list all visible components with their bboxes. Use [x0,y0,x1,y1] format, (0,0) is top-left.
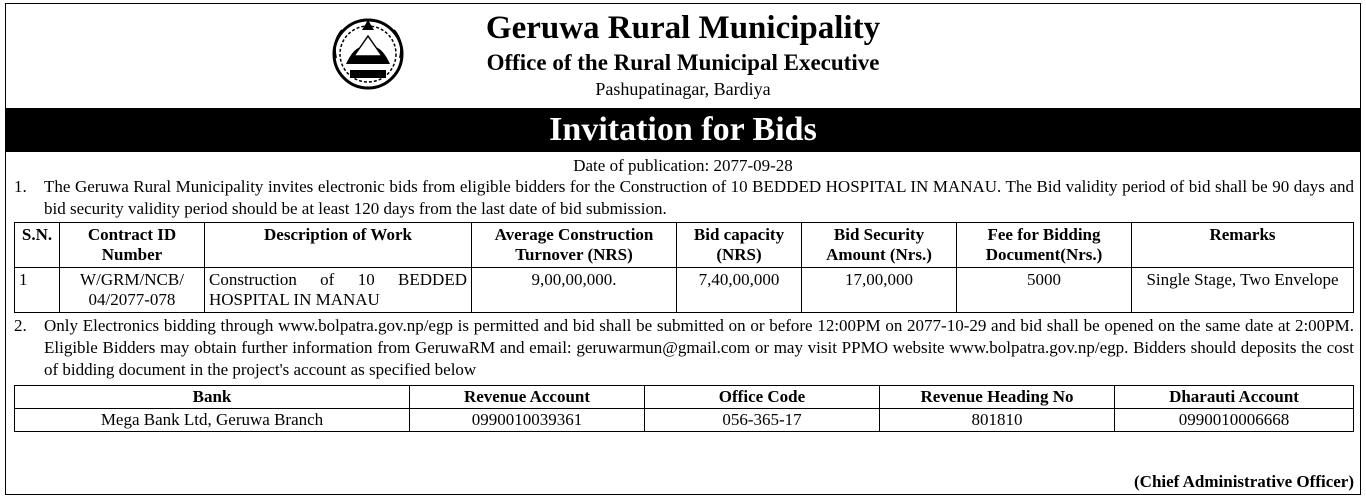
col-dharauti-account: Dharauti Account [1115,386,1354,409]
contract-table [14,222,1354,313]
bid-notice [5,3,1361,495]
table-row [15,268,1354,313]
col-bank: Bank [15,386,410,409]
publication-date: Date of publication: 2077-09-28 [573,156,793,175]
paragraph-2 [6,315,1360,381]
contract-table-header [15,223,1354,268]
paragraph-1-text: The Geruwa Rural Municipality invites electronic bids from eligible bidders for the Construction of 10 BEDDED HOSPITAL IN MANAU. The Bid validity period of bid shall be 90 days and bid security validity period should be at least 120 days from the last date of bid submission. [44,177,1354,218]
cell-remarks: Single Stage, Two Envelope [1132,268,1354,313]
col-contract-id: Contract ID Number [60,223,205,268]
cell-fee: 5000 [957,268,1132,313]
municipality-name: Geruwa Rural Municipality [485,10,881,46]
cell-contract-id: W/GRM/NCB/ 04/2077-078 [60,268,205,313]
cell-dharauti-account: 0990010006668 [1115,409,1354,432]
office-name: Office of the Rural Municipal Executive [486,50,880,75]
bank-table [14,385,1354,432]
col-fee: Fee for Bidding Document(Nrs.) [957,223,1132,268]
cell-sn: 1 [15,268,60,313]
cell-office-code: 056-365-17 [645,409,880,432]
paragraph-1 [6,176,1360,220]
col-bid-capacity: Bid capacity (NRS) [677,223,802,268]
col-revenue-heading: Revenue Heading No [880,386,1115,409]
bank-table-header [15,386,1354,409]
office-address: Pashupatinagar, Bardiya [595,79,771,99]
col-remarks: Remarks [1132,223,1354,268]
paragraph-2-number: 2. [14,316,27,335]
cell-bid-security: 17,00,000 [802,268,957,313]
cell-turnover: 9,00,00,000. [472,268,677,313]
notice-header [6,4,1360,104]
paragraph-2-text: Only Electronics bidding through www.bolpatra.gov.np/egp is permitted and bid shall be submitted on or before 12:00PM on 2077-10-29 and bid shall be opened on the same date at 2:00PM. Eligible Bidders may obtain further information from GeruwaRM and email: geruwarmun@gmail.com or may visit PPMO website www.bolpatra.gov.np/egp. Bidders should deposits the cost of bidding document in the project's account as specified below [44,316,1354,379]
cell-revenue-account: 0990010039361 [410,409,645,432]
cell-bid-capacity: 7,40,00,000 [677,268,802,313]
col-description: Description of Work [205,223,472,268]
notice-title: Invitation for Bids [6,108,1360,152]
signature: (Chief Administrative Officer) [1134,472,1354,491]
col-turnover: Average Construction Turnover (NRS) [472,223,677,268]
col-sn: S.N. [15,223,60,268]
cell-revenue-heading: 801810 [880,409,1115,432]
cell-description: Construction of 10 BEDDED HOSPITAL IN MANAU [205,268,472,313]
col-revenue-account: Revenue Account [410,386,645,409]
paragraph-1-number: 1. [14,177,27,196]
table-row [15,409,1354,432]
col-bid-security: Bid Security Amount (Nrs.) [802,223,957,268]
col-office-code: Office Code [645,386,880,409]
cell-bank: Mega Bank Ltd, Geruwa Branch [15,409,410,432]
